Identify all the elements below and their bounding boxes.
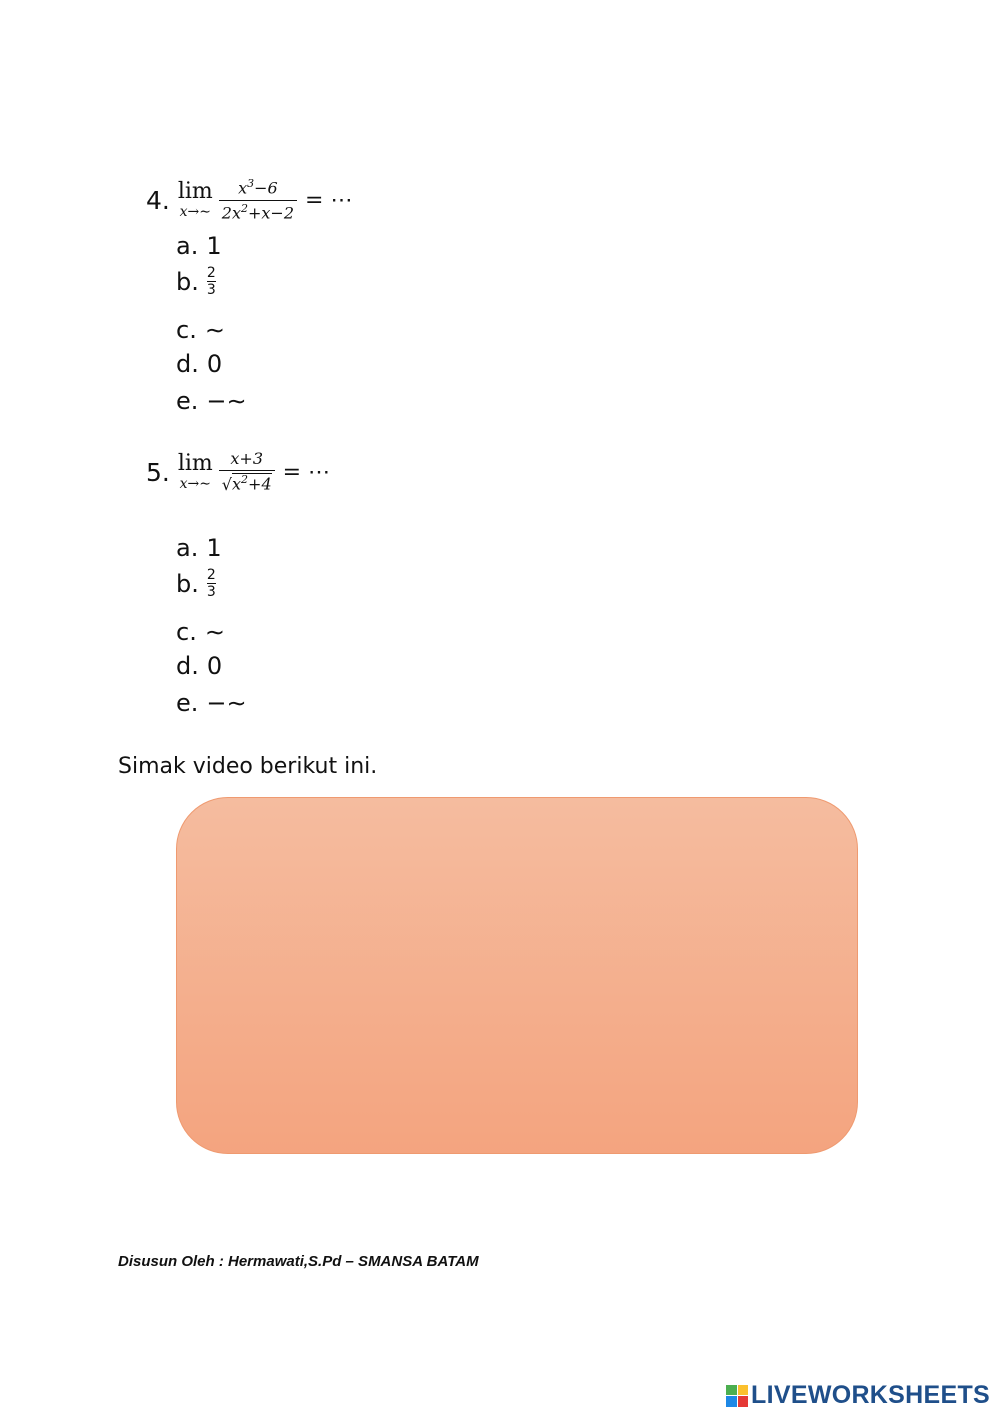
video-placeholder[interactable] xyxy=(176,797,858,1154)
option-fraction: $\frac{2}{3}$ xyxy=(206,265,216,299)
option-d[interactable]: d. 0 xyxy=(176,652,223,680)
option-e[interactable]: e. −∼ xyxy=(176,387,247,415)
limit-fraction xyxy=(219,178,297,222)
denominator: √ $x^2+4$ xyxy=(219,470,275,494)
option-a[interactable]: a. 1 xyxy=(176,232,222,260)
option-e[interactable]: e. −∼ xyxy=(176,689,247,717)
brand-name: LIVEWORKSHEETS xyxy=(751,1381,990,1409)
option-b[interactable]: b. $\frac{2}{3}$ xyxy=(176,567,216,601)
limit-fraction xyxy=(219,450,275,494)
question-number: 4. xyxy=(146,185,170,215)
option-c[interactable]: c. ∼ xyxy=(176,316,225,344)
option-a[interactable]: a. 1 xyxy=(176,534,222,562)
limit-operator: lim x→∼ xyxy=(177,179,213,221)
equals-ellipsis: = ⋯ xyxy=(282,459,331,485)
question-number: 5. xyxy=(146,457,170,487)
option-c[interactable]: c. ∼ xyxy=(176,618,225,646)
video-instruction: Simak video berikut ini. xyxy=(118,754,378,779)
option-d[interactable]: d. 0 xyxy=(176,350,223,378)
liveworksheets-logo xyxy=(726,1381,990,1410)
option-b[interactable]: b. $\frac{2}{3}$ xyxy=(176,265,216,299)
question-4 xyxy=(146,178,352,222)
sqrt-icon: √ xyxy=(221,474,232,494)
option-fraction: $\frac{2}{3}$ xyxy=(206,567,216,601)
numerator: $x^3-6$ xyxy=(238,177,278,198)
equals-ellipsis: = ⋯ xyxy=(305,187,353,213)
numerator: x+3 xyxy=(230,449,264,468)
denominator: $2x^2+x-2$ xyxy=(219,200,297,223)
question-5 xyxy=(146,450,330,494)
limit-operator: lim x→∼ xyxy=(177,451,213,493)
liveworksheets-icon xyxy=(726,1385,748,1407)
footer-credit: Disusun Oleh : Hermawati,S.Pd – SMANSA BATAM xyxy=(118,1253,479,1270)
